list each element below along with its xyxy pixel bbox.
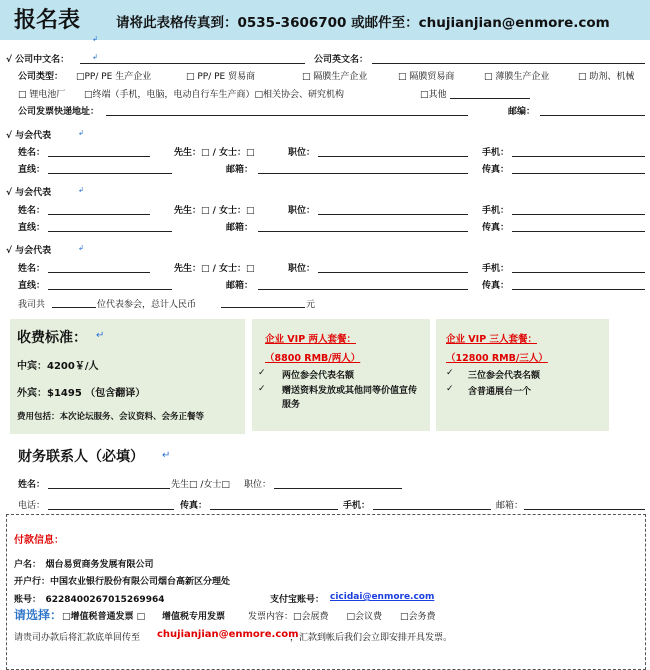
payment-alipay-label: 支付宝账号： bbox=[270, 595, 325, 605]
payment-account-number: 账号： 622840026701526996​4 bbox=[14, 595, 165, 605]
delegate-2-phone-label: 直线： bbox=[18, 223, 46, 233]
postcode-field[interactable] bbox=[540, 115, 645, 116]
delegate-2-gender-label[interactable]: 先生：□ / 女士：□ bbox=[174, 206, 255, 216]
delegate-1-email-label: 邮箱： bbox=[226, 165, 254, 175]
invoice-ordinary-option[interactable]: □增值税普通发票 □ bbox=[62, 612, 146, 622]
finance-fax-label: 传真： bbox=[180, 501, 208, 511]
fees-foreign-guest: 外宾：$1495 （包含翻译） bbox=[17, 388, 146, 399]
format-mark: ↲ bbox=[78, 186, 84, 194]
summary-amount-field[interactable] bbox=[221, 307, 305, 308]
delegate-3-mobile-label: 手机： bbox=[482, 264, 510, 274]
delegate-3-name-label: 姓名： bbox=[18, 264, 46, 274]
finance-title: 财务联系人（必填） bbox=[18, 449, 144, 465]
fees-title: 收费标准： bbox=[17, 330, 87, 346]
delegate-2-name-field[interactable] bbox=[48, 214, 150, 215]
delegate-3-position-field[interactable] bbox=[318, 272, 468, 273]
company-en-name-label: 公司英文名： bbox=[314, 55, 369, 65]
vip3-item-1: 三位参会代表名额 bbox=[468, 371, 541, 381]
company-type-other[interactable]: □其他 bbox=[420, 90, 447, 100]
company-type-terminal-association[interactable]: □终端（手机，电脑，电动自行车生产商）□相关协会、研究机构 bbox=[84, 90, 345, 100]
delegate-2-position-field[interactable] bbox=[318, 214, 468, 215]
delegate-3-position-label: 职位： bbox=[288, 264, 316, 274]
invoice-special-option[interactable]: 增值税专用发票 bbox=[162, 612, 226, 622]
delegate-3-phone-field[interactable] bbox=[48, 289, 172, 290]
delegate-1-fax-label: 传真： bbox=[482, 165, 510, 175]
finance-mobile-label: 手机： bbox=[343, 501, 371, 511]
vip3-price: （12800 RMB/三人） bbox=[446, 353, 548, 364]
summary-prefix: 我司共 bbox=[18, 300, 46, 310]
vip3-item-2: 含普通展台一个 bbox=[468, 387, 532, 397]
vip2-price: （8800 RMB/两人） bbox=[265, 353, 361, 364]
vip2-item-2: 赠送资料发放或其他同等价值宣传服务 bbox=[282, 386, 418, 410]
finance-name-label: 姓名： bbox=[18, 480, 46, 490]
format-mark: ↲ bbox=[78, 244, 84, 252]
fees-chinese-guest: 中宾：4200￥/人 bbox=[17, 361, 99, 372]
company-type-label: 公司类型： bbox=[18, 72, 64, 82]
finance-fax-field[interactable] bbox=[210, 509, 338, 510]
company-cn-name-label: √ 公司中文名： bbox=[6, 55, 70, 65]
delegate-3-phone-label: 直线： bbox=[18, 281, 46, 291]
postcode-label: 邮编： bbox=[508, 107, 536, 117]
finance-gender-label[interactable]: 先生□ /女士□ bbox=[171, 480, 230, 490]
delegate-1-heading: √ 与会代表 bbox=[6, 131, 52, 141]
delegate-2-fax-field[interactable] bbox=[512, 231, 645, 232]
finance-phone-field[interactable] bbox=[48, 509, 174, 510]
company-cn-name-field[interactable] bbox=[80, 63, 305, 64]
invoice-content-options[interactable]: 发票内容：□会展费 □会议费 □会务费 bbox=[248, 612, 436, 622]
delegate-2-mobile-field[interactable] bbox=[512, 214, 645, 215]
delegate-1-name-field[interactable] bbox=[48, 156, 150, 157]
delegate-2-name-label: 姓名： bbox=[18, 206, 46, 216]
finance-name-field[interactable] bbox=[48, 488, 170, 489]
finance-position-field[interactable] bbox=[274, 488, 402, 489]
payment-choose-label: 请选择： bbox=[14, 608, 63, 622]
company-type-film-producer[interactable]: □ 薄膜生产企业 bbox=[484, 72, 550, 82]
vip3-check-2: ✓ bbox=[446, 384, 454, 394]
finance-email-label: 邮箱： bbox=[496, 501, 524, 511]
format-mark: ↲ bbox=[92, 53, 98, 61]
header-subtitle: 请将此表格传真到：0535-3606700 或邮件至：chujianjian@enmore.com bbox=[116, 15, 610, 31]
delegate-2-position-label: 职位： bbox=[288, 206, 316, 216]
delegate-3-fax-label: 传真： bbox=[482, 281, 510, 291]
delegate-3-heading: √ 与会代表 bbox=[6, 246, 52, 256]
payment-title: 付款信息： bbox=[14, 535, 64, 546]
delegate-3-gender-label[interactable]: 先生：□ / 女士：□ bbox=[174, 264, 255, 274]
vip2-title: 企业 VIP 两人套餐： bbox=[265, 334, 356, 345]
format-mark: ↲ bbox=[78, 129, 84, 137]
finance-phone-label: 电话： bbox=[18, 501, 46, 511]
delegate-3-name-field[interactable] bbox=[48, 272, 150, 273]
delegate-3-email-field[interactable] bbox=[258, 289, 468, 290]
delegate-1-phone-label: 直线： bbox=[18, 165, 46, 175]
delegate-1-fax-field[interactable] bbox=[512, 173, 645, 174]
format-mark: ↲ bbox=[92, 35, 98, 43]
invoice-address-label: 公司发票快递地址： bbox=[18, 107, 100, 117]
delegate-2-email-label: 邮箱： bbox=[226, 223, 254, 233]
delegate-1-name-label: 姓名： bbox=[18, 148, 46, 158]
delegate-1-mobile-field[interactable] bbox=[512, 156, 645, 157]
vip2-item-1: 两位参会代表名额 bbox=[282, 371, 355, 381]
delegate-2-heading: √ 与会代表 bbox=[6, 188, 52, 198]
finance-email-field[interactable] bbox=[524, 509, 645, 510]
summary-suffix: 元 bbox=[306, 300, 316, 310]
delegate-1-gender-label[interactable]: 先生：□ / 女士：□ bbox=[174, 148, 255, 158]
invoice-address-field[interactable] bbox=[106, 115, 468, 116]
delegate-2-phone-field[interactable] bbox=[48, 231, 172, 232]
company-type-other-field[interactable] bbox=[450, 98, 530, 99]
finance-position-label: 职位： bbox=[244, 480, 272, 490]
finance-mobile-field[interactable] bbox=[373, 509, 491, 510]
delegate-1-email-field[interactable] bbox=[258, 173, 468, 174]
company-type-additive-machinery[interactable]: □ 助剂、机械 bbox=[578, 72, 635, 82]
payment-account-name: 户名： 烟台易贸商务发展有限公司 bbox=[14, 560, 154, 570]
vip3-title: 企业 VIP 三人套餐： bbox=[446, 334, 537, 345]
summary-middle: 位代表参会，总计人民币 bbox=[97, 300, 197, 310]
company-type-separator-trader[interactable]: □ 隔膜贸易商 bbox=[398, 72, 455, 82]
fees-includes: 费用包括：本次论坛服务、会议资料、会务正餐等 bbox=[17, 412, 205, 422]
delegate-2-fax-label: 传真： bbox=[482, 223, 510, 233]
delegate-1-position-field[interactable] bbox=[318, 156, 468, 157]
vip3-check-1: ✓ bbox=[446, 368, 454, 378]
company-en-name-field[interactable] bbox=[372, 63, 645, 64]
delegate-1-phone-field[interactable] bbox=[48, 173, 172, 174]
payment-bank: 开户行：中国农业银行股份有限公司烟台高新区分理处 bbox=[14, 577, 231, 587]
company-type-pp-producer[interactable]: □PP/ PE 生产企业 bbox=[76, 72, 152, 82]
company-type-pp-trader[interactable]: □ PP/ PE 贸易商 bbox=[186, 72, 256, 82]
summary-count-field[interactable] bbox=[52, 307, 96, 308]
delegate-2-email-field[interactable] bbox=[258, 231, 468, 232]
format-mark: ↵ bbox=[96, 330, 105, 341]
delegate-3-mobile-field[interactable] bbox=[512, 272, 645, 273]
vip2-check-2: ✓ bbox=[258, 384, 266, 394]
delegate-3-fax-field[interactable] bbox=[512, 289, 645, 290]
delegate-1-position-label: 职位： bbox=[288, 148, 316, 158]
page-title: 报名表 bbox=[14, 8, 81, 33]
payment-note-suffix: ，汇款到帐后我们会立即安排开具发票。 bbox=[290, 633, 453, 643]
company-type-separator-producer[interactable]: □ 隔膜生产企业 bbox=[302, 72, 368, 82]
payment-alipay-link[interactable]: cicidai@enmore.com bbox=[330, 592, 435, 602]
delegate-2-mobile-label: 手机： bbox=[482, 206, 510, 216]
company-type-battery[interactable]: □ 锂电池厂 bbox=[18, 90, 66, 100]
delegate-1-mobile-label: 手机： bbox=[482, 148, 510, 158]
payment-note-email[interactable]: chujianjian@enmore.com bbox=[157, 629, 299, 640]
payment-note-prefix: 请贵司办款后将汇款底单回传至 bbox=[14, 633, 141, 643]
vip2-check-1: ✓ bbox=[258, 368, 266, 378]
format-mark: ↵ bbox=[162, 450, 171, 461]
delegate-3-email-label: 邮箱： bbox=[226, 281, 254, 291]
